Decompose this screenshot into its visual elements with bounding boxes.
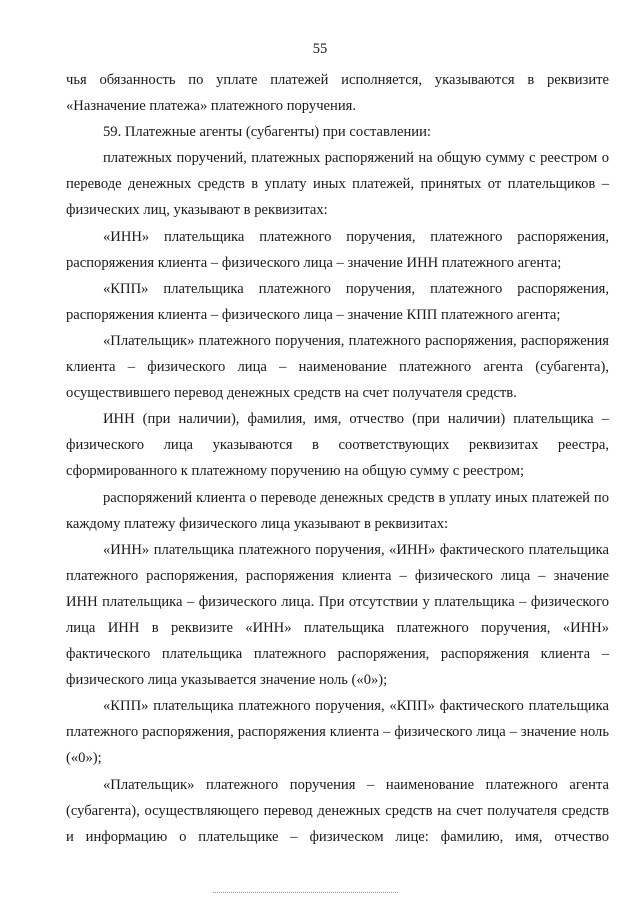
paragraph-payment-orders: платежных поручений, платежных распоряжений на общую сумму с реестром о переводе денежных средств в уплату иных платежей, принятых от плательщиков – физических лиц, указывают в реквизитах: bbox=[66, 150, 609, 219]
paragraph-client-orders: распоряжений клиента о переводе денежных средств в уплату иных платежей по каждому платежу физического лица указывают в реквизитах: bbox=[66, 489, 609, 532]
paragraph-kpp-agent: «КПП» плательщика платежного поручения, платежного распоряжения, распоряжения клиента – физического лица – значение КПП платежного агента; bbox=[66, 280, 609, 323]
document-body bbox=[66, 67, 609, 850]
paragraph-inn-agent: «ИНН» плательщика платежного поручения, платежного распоряжения, распоряжения клиента – физического лица – значение ИНН платежного агента; bbox=[66, 228, 609, 271]
paragraph-payer-individual: «Плательщик» платежного поручения – наименование платежного агента (субагента), осуществляющего перевод денежных средств на счет получателя средств и информацию о плательщике – физическом лице: фамилию, имя, отчество bbox=[66, 776, 609, 845]
page-bottom-divider bbox=[213, 892, 398, 893]
paragraph-inn-registry: ИНН (при наличии), фамилия, имя, отчество (при наличии) плательщика – физического лица указываются в соответствующих реквизитах реестра, сформированного к платежному поручению на общую сумму с реестром; bbox=[66, 411, 609, 480]
paragraph-clause-59: 59. Платежные агенты (субагенты) при составлении: bbox=[103, 124, 431, 141]
paragraph-payer-agent: «Плательщик» платежного поручения, платежного распоряжения, распоряжения клиента – физического лица – наименование платежного агента (субагента), осуществившего перевод денежных средств на счет получателя средств. bbox=[66, 332, 609, 402]
page-number: 55 bbox=[312, 41, 328, 57]
paragraph-continuation: чья обязанность по уплате платежей исполняется, указываются в реквизите «Назначение платежа» платежного поручения. bbox=[66, 72, 609, 115]
paragraph-kpp-individual: «КПП» плательщика платежного поручения, «КПП» фактического плательщика платежного распоряжения, распоряжения клиента – физического лица – значение ноль («0»); bbox=[66, 698, 609, 767]
paragraph-inn-individual: «ИНН» плательщика платежного поручения, «ИНН» фактического плательщика платежного распоряжения, распоряжения клиента – физического лица – значение ИНН плательщика – физического лица. При отсутствии у плательщика – физического лица ИНН в реквизите «ИНН» плательщика платежного поручения, «ИНН» фактического плательщика платежного распоряжения, распоряжения клиента – физического лица указывается значение ноль («0»); bbox=[66, 541, 609, 689]
